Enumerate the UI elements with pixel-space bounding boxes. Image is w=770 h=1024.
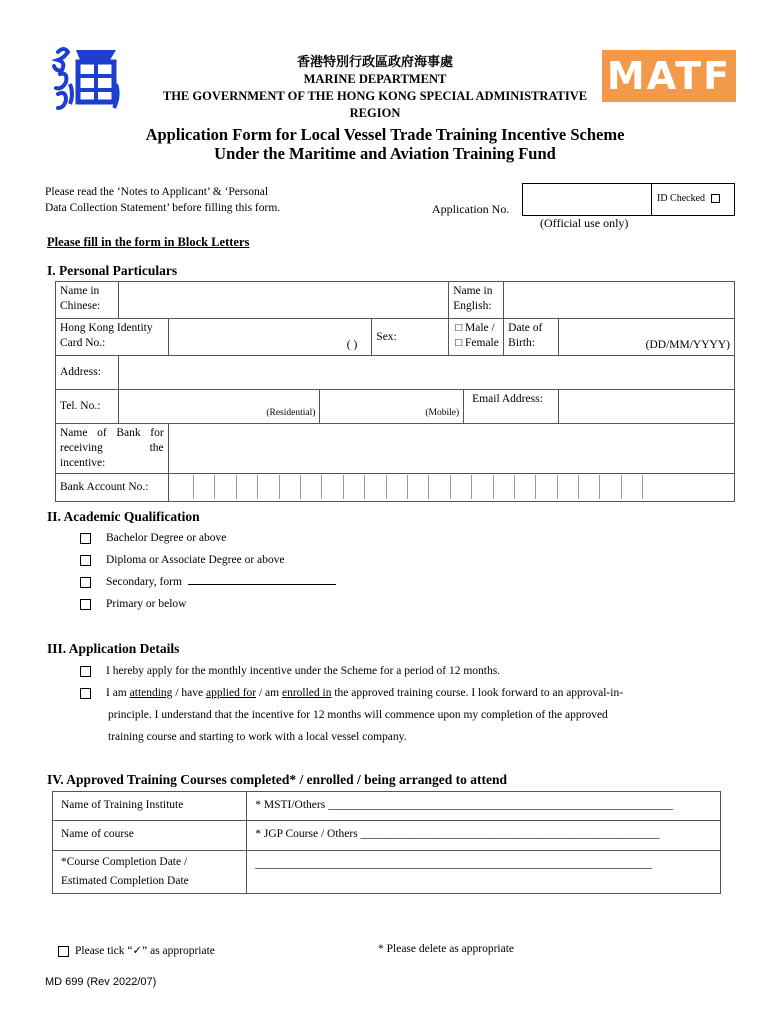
apply-declaration[interactable] (80, 660, 500, 682)
gov-line-1: THE GOVERNMENT OF THE HONG KONG SPECIAL ADMINISTRATIVE (162, 89, 588, 103)
decl-text: / am (258, 687, 280, 699)
application-no-label: Application No. (432, 202, 510, 216)
name-chinese-label: Name in Chinese: (56, 282, 119, 319)
gov-line-2: REGION (349, 106, 401, 120)
training-institute-label: Name of Training Institute (53, 792, 247, 821)
matf-logo: MATF (602, 50, 736, 102)
qual-option-label: Bachelor Degree or above (106, 532, 227, 544)
hkid-field[interactable] (168, 319, 372, 356)
dept-name: MARINE DEPARTMENT (303, 72, 447, 86)
bank-name-label: Name of Bank for receiving the incentive: (56, 424, 169, 474)
checkbox-icon[interactable] (80, 599, 91, 610)
bank-account-field[interactable] (168, 474, 734, 502)
bank-account-label: Bank Account No.: (56, 474, 169, 502)
qual-option-label: Diploma or Associate Degree or above (106, 554, 285, 566)
section-3-heading: III. Application Details (47, 641, 180, 656)
bank-name-field[interactable] (168, 424, 734, 474)
qual-option-diploma[interactable] (80, 554, 285, 566)
residential-label: (Residential) (266, 408, 316, 418)
official-use-label: (Official use only) (540, 216, 629, 230)
dob-format: (DD/MM/YYYY) (645, 339, 730, 351)
tick-instruction-text: Please tick “✓” as appropriate (75, 945, 215, 957)
course-name-field[interactable]: * JGP Course / Others ____________________________________________________ (247, 821, 721, 851)
checkbox-icon (58, 946, 69, 957)
notes-instruction (45, 184, 335, 216)
checkbox-icon[interactable] (80, 688, 91, 699)
application-no-field[interactable] (522, 183, 652, 216)
block-letters-instruction: Please fill in the form in Block Letters (47, 235, 250, 249)
training-institute-field[interactable]: * MSTI/Others ____________________________________________________________ (247, 792, 721, 821)
decl-text: I am (106, 687, 127, 699)
female-option[interactable]: □ Female (455, 337, 499, 349)
qual-option-secondary[interactable] (80, 576, 336, 588)
hkid-check-digit: ( ) (346, 339, 358, 351)
chinese-dept-name: 香港特別行政區政府海事處 (296, 55, 453, 70)
checkbox-icon[interactable] (80, 533, 91, 544)
applied-option: applied for (205, 687, 257, 699)
address-label: Address: (56, 356, 119, 390)
completion-date-label: *Course Completion Date / Estimated Completion Date (53, 851, 247, 894)
delete-instruction: * Please delete as appropriate (378, 943, 515, 955)
completion-date-field[interactable]: _____________________________________________________________________ (247, 851, 721, 894)
section-1-heading: I. Personal Particulars (47, 263, 178, 278)
qual-option-bachelor[interactable] (80, 532, 226, 544)
email-label: Email Address: (464, 390, 559, 424)
notes-line-2: Data Collection Statement’ before filling this form. (45, 202, 281, 214)
dob-label: Date of Birth: (504, 319, 559, 356)
personal-particulars-table (55, 281, 735, 502)
marine-department-logo (52, 44, 124, 114)
sex-label: Sex: (372, 319, 449, 356)
decl-text: the approved training course. I look forward to an approval-in- (334, 687, 624, 699)
checkbox-icon[interactable] (80, 666, 91, 677)
decl-text-line-2: principle. I understand that the incentive for 12 months will commence upon my completion of the approved (108, 709, 608, 721)
email-field[interactable] (559, 390, 735, 424)
form-title (60, 125, 710, 163)
enrolled-option: enrolled in (281, 687, 332, 699)
notes-line-1: Please read the ‘Notes to Applicant’ & ‘Personal (45, 186, 269, 198)
section-4-heading: IV. Approved Training Courses completed* / enrolled / being arranged to attend (47, 772, 508, 787)
checkbox-icon[interactable] (80, 555, 91, 566)
course-name-label: Name of course (53, 821, 247, 851)
apply-declaration-text: I hereby apply for the monthly incentive under the Scheme for a period of 12 months. (106, 665, 501, 677)
decl-text-line-3: training course and starting to work with a local vessel company. (108, 731, 407, 743)
address-field[interactable] (118, 356, 734, 390)
form-number: MD 699 (Rev 2022/07) (45, 976, 157, 988)
tel-residential-field[interactable] (118, 390, 320, 424)
decl-text: / have (175, 687, 204, 699)
qual-option-primary[interactable] (80, 598, 186, 610)
bank-account-digit-boxes (169, 475, 734, 499)
header-block (140, 54, 610, 122)
mobile-label: (Mobile) (425, 408, 460, 418)
training-courses-table (52, 791, 721, 894)
name-english-field[interactable] (504, 282, 735, 319)
name-english-label: Name in English: (449, 282, 504, 319)
form-title-line-1: Application Form for Local Vessel Trade Training Incentive Scheme (145, 125, 625, 144)
attending-option: attending (129, 687, 173, 699)
hkid-label: Hong Kong Identity Card No.: (56, 319, 169, 356)
name-chinese-field[interactable] (118, 282, 448, 319)
id-checked-box[interactable] (651, 183, 735, 216)
tel-label: Tel. No.: (56, 390, 119, 424)
sex-options[interactable] (449, 319, 504, 356)
secondary-form-field[interactable] (188, 584, 336, 585)
male-option[interactable]: □ Male / (455, 322, 495, 334)
id-checked-checkbox[interactable] (711, 194, 720, 203)
qual-option-label: Primary or below (106, 598, 187, 610)
form-title-line-2: Under the Maritime and Aviation Training Fund (214, 144, 556, 163)
qual-option-label: Secondary, form (106, 576, 182, 588)
tel-mobile-field[interactable] (320, 390, 464, 424)
id-checked-label: ID Checked (657, 193, 706, 204)
dob-field[interactable] (559, 319, 735, 356)
checkbox-icon[interactable] (80, 577, 91, 588)
tick-instruction (58, 943, 215, 957)
section-2-heading: II. Academic Qualification (47, 509, 200, 524)
course-declaration[interactable] (80, 682, 720, 748)
